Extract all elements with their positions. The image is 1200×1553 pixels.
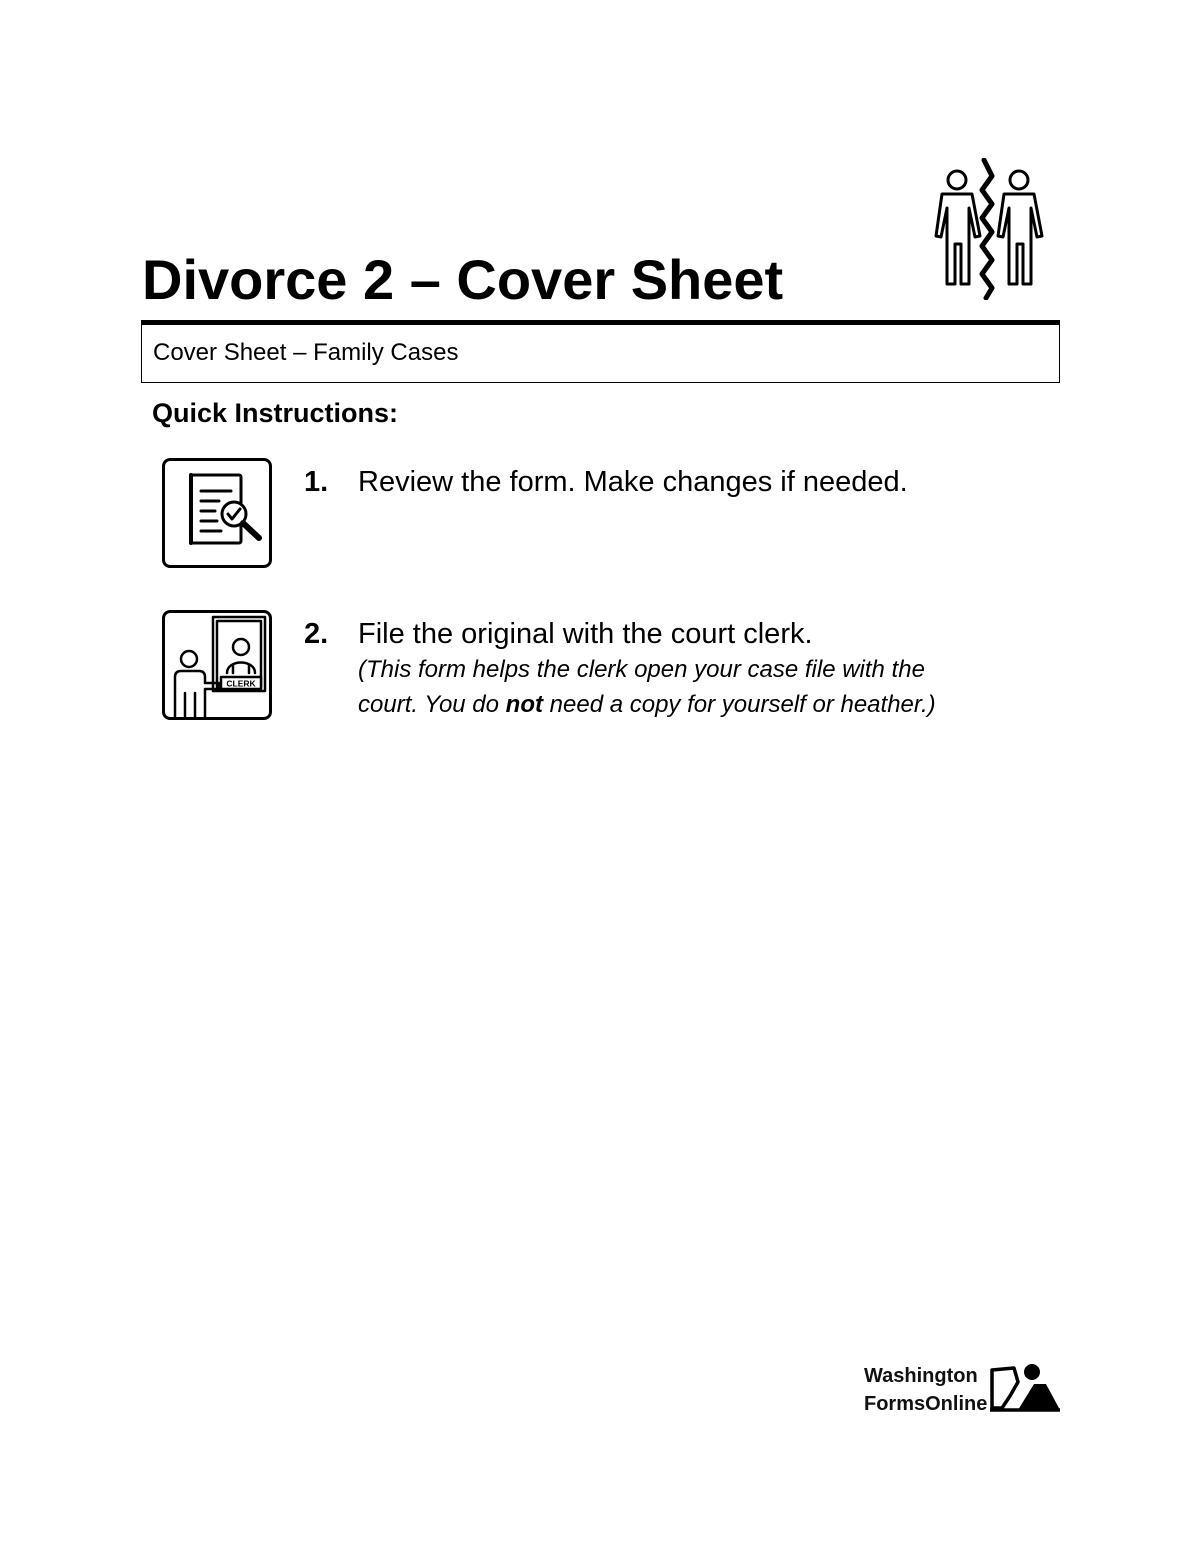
subtitle-box bbox=[141, 323, 1060, 383]
clerk-label: CLERK bbox=[226, 678, 256, 689]
step-1-text: Review the form. Make changes if needed. bbox=[358, 466, 908, 498]
instructions-heading: Quick Instructions: bbox=[152, 398, 399, 428]
step-2-note-line1: (This form helps the clerk open your case file with the bbox=[358, 656, 925, 683]
review-document-icon bbox=[162, 458, 272, 568]
court-clerk-icon bbox=[162, 610, 272, 720]
logo-line-1: Washington bbox=[864, 1365, 978, 1387]
step-1-number: 1. bbox=[304, 466, 329, 498]
step-2-note-emphasis: not bbox=[505, 691, 543, 718]
step-2-note-after: need a copy for yourself or heather.) bbox=[542, 691, 936, 718]
step-2-note-before: court. You do bbox=[358, 691, 506, 718]
logo-line-2: FormsOnline bbox=[864, 1393, 988, 1415]
forms-online-logo-icon bbox=[988, 1362, 1062, 1416]
washington-forms-online-logo bbox=[864, 1362, 1064, 1418]
form-subtitle: Cover Sheet – Family Cases bbox=[153, 339, 459, 366]
divorce-couple-icon bbox=[922, 158, 1058, 300]
step-2-text: File the original with the court clerk. bbox=[358, 618, 813, 650]
step-2-number: 2. bbox=[304, 618, 329, 650]
page-title: Divorce 2 – Cover Sheet bbox=[142, 248, 784, 311]
step-2-note-line2 bbox=[358, 693, 936, 717]
